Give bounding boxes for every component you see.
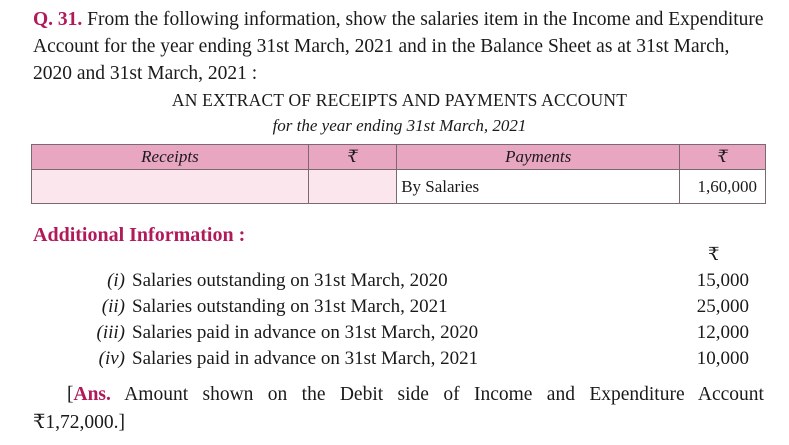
item-text: Salaries outstanding on 31st March, 2021 <box>132 296 448 317</box>
answer-line <box>33 381 764 409</box>
item-text: Salaries paid in advance on 31st March, 2020 <box>132 322 479 343</box>
additional-info-list <box>0 270 789 374</box>
list-item <box>0 322 789 348</box>
extract-subtitle: for the year ending 31st March, 2021 <box>272 116 527 135</box>
table-row <box>32 170 766 204</box>
answer-block <box>33 381 764 437</box>
question-paragraph <box>33 6 769 87</box>
list-item <box>0 348 789 374</box>
currency-symbol: ₹ <box>708 244 720 264</box>
header-payments-amount: ₹ <box>680 145 766 170</box>
answer-label: Ans. <box>73 384 111 405</box>
item-number: (i) <box>107 270 125 291</box>
receipts-payments-table <box>31 144 766 204</box>
additional-info-heading: Additional Information : <box>33 224 246 246</box>
cell-receipts <box>32 170 309 204</box>
list-item <box>0 296 789 322</box>
header-receipts: Receipts <box>32 145 309 170</box>
answer-amount: ₹1,72,000.] <box>33 412 126 433</box>
cell-receipts-amount <box>308 170 396 204</box>
header-receipts-amount: ₹ <box>308 145 396 170</box>
question-number: Q. 31. <box>33 9 83 30</box>
answer-text: Amount shown on the Debit side of Income and Expenditure Account <box>124 384 764 405</box>
extract-title: AN EXTRACT OF RECEIPTS AND PAYMENTS ACCOUNT <box>171 90 628 110</box>
cell-payment-amount: 1,60,000 <box>680 170 766 204</box>
question-text: From the following information, show the salaries item in the Income and Expenditure Account for the year ending 31st March, 2021 and in the Balance Sheet as at 31st March, 2020 and 31st March, 2021 : <box>33 9 764 84</box>
item-value: 25,000 <box>696 296 749 317</box>
item-text: Salaries paid in advance on 31st March, 2021 <box>132 348 479 369</box>
item-text: Salaries outstanding on 31st March, 2020 <box>132 270 448 291</box>
item-number: (iii) <box>96 322 125 343</box>
item-value: 15,000 <box>696 270 749 291</box>
item-value: 12,000 <box>696 322 749 343</box>
table-header-row <box>32 145 766 170</box>
list-item <box>0 270 789 296</box>
header-payments: Payments <box>397 145 680 170</box>
item-value: 10,000 <box>696 348 749 369</box>
item-number: (iv) <box>98 348 125 369</box>
answer-open-bracket: [ <box>67 384 74 405</box>
cell-payment: By Salaries <box>397 170 680 204</box>
item-number: (ii) <box>101 296 125 317</box>
